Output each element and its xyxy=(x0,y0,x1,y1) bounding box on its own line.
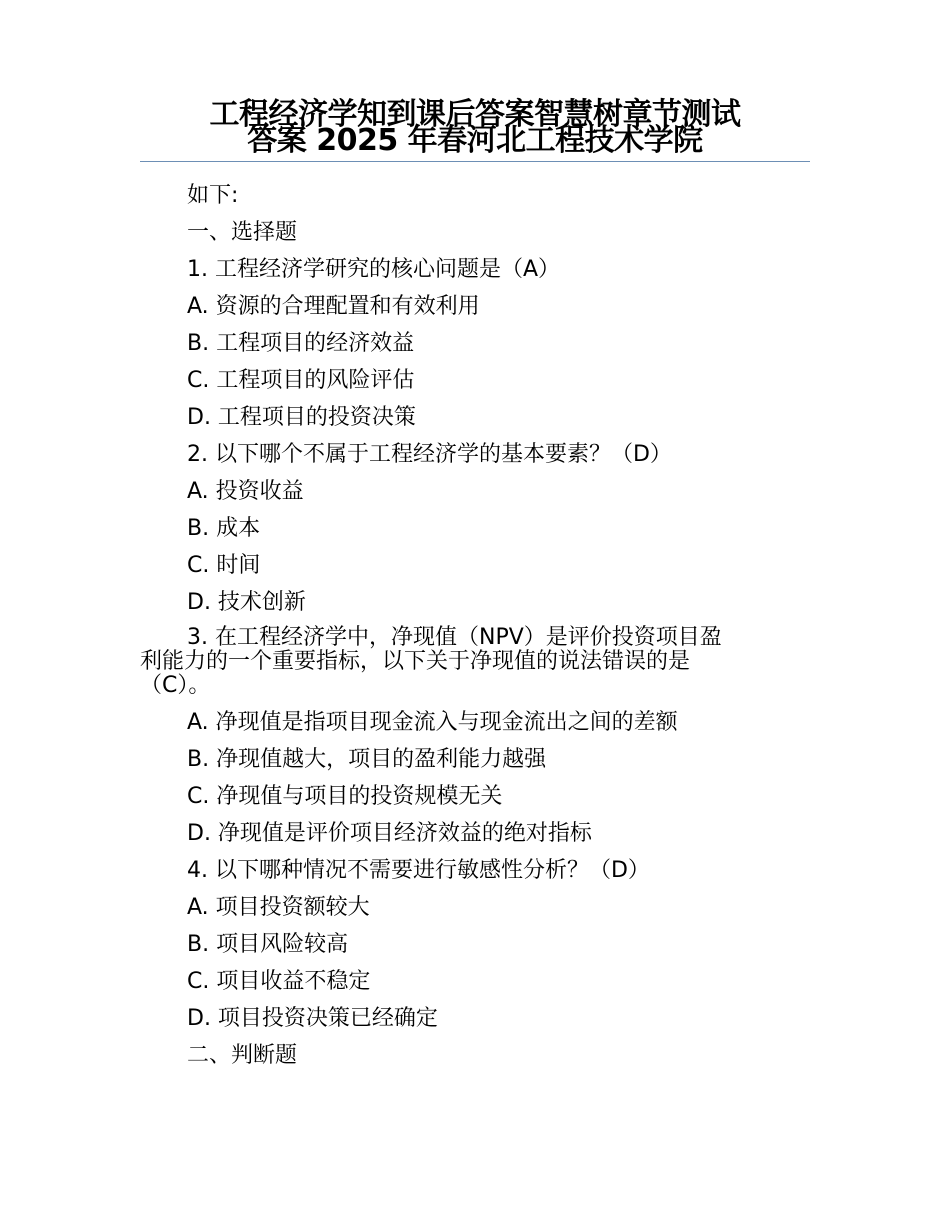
option-line: B. 项目风险较高 xyxy=(187,932,349,957)
content-block-bottom xyxy=(187,704,807,1074)
question-3-line-3: （C）。 xyxy=(140,673,211,698)
option-line: C. 净现值与项目的投资规模无关 xyxy=(187,784,503,809)
question-3-line-1: 3. 在工程经济学中，净现值（NPV）是评价投资项目盈 xyxy=(187,625,722,650)
option-line: D. 技术创新 xyxy=(187,590,306,615)
option-line: B. 工程项目的经济效益 xyxy=(187,331,415,356)
text-line: 如下: xyxy=(187,183,239,208)
option-line: A. 项目投资额较大 xyxy=(187,895,370,920)
option-line: D. 工程项目的投资决策 xyxy=(187,405,416,430)
question-3-line-2: 利能力的一个重要指标，以下关于净现值的说法错误的是 xyxy=(140,649,691,674)
option-line: C. 项目收益不稳定 xyxy=(187,969,371,994)
option-line: A. 投资收益 xyxy=(187,479,304,504)
option-line: A. 净现值是指项目现金流入与现金流出之间的差额 xyxy=(187,710,678,735)
option-line: C. 时间 xyxy=(187,553,261,578)
question-2: 2. 以下哪个不属于工程经济学的基本要素？（D） xyxy=(187,442,672,467)
question-1: 1. 工程经济学研究的核心问题是（A） xyxy=(187,257,561,282)
option-line: C. 工程项目的风险评估 xyxy=(187,368,415,393)
title-line-1: 工程经济学知到课后答案智慧树章节测试 xyxy=(209,97,741,132)
title-line-2: 答案 2025 年春河北工程技术学院 xyxy=(247,123,703,158)
content-block-top xyxy=(187,177,807,621)
question-3 xyxy=(140,626,810,698)
option-line: D. 项目投资决策已经确定 xyxy=(187,1006,438,1031)
option-line: D. 净现值是评价项目经济效益的绝对指标 xyxy=(187,821,592,846)
section-heading-choice: 一、选择题 xyxy=(187,220,298,245)
title-underline xyxy=(140,161,810,162)
option-line: B. 成本 xyxy=(187,516,261,541)
document-title xyxy=(140,97,810,158)
section-heading-judgement: 二、判断题 xyxy=(187,1043,298,1068)
option-line: B. 净现值越大，项目的盈利能力越强 xyxy=(187,747,547,772)
option-line: A. 资源的合理配置和有效利用 xyxy=(187,294,480,319)
question-4: 4. 以下哪种情况不需要进行敏感性分析？（D） xyxy=(187,858,650,883)
